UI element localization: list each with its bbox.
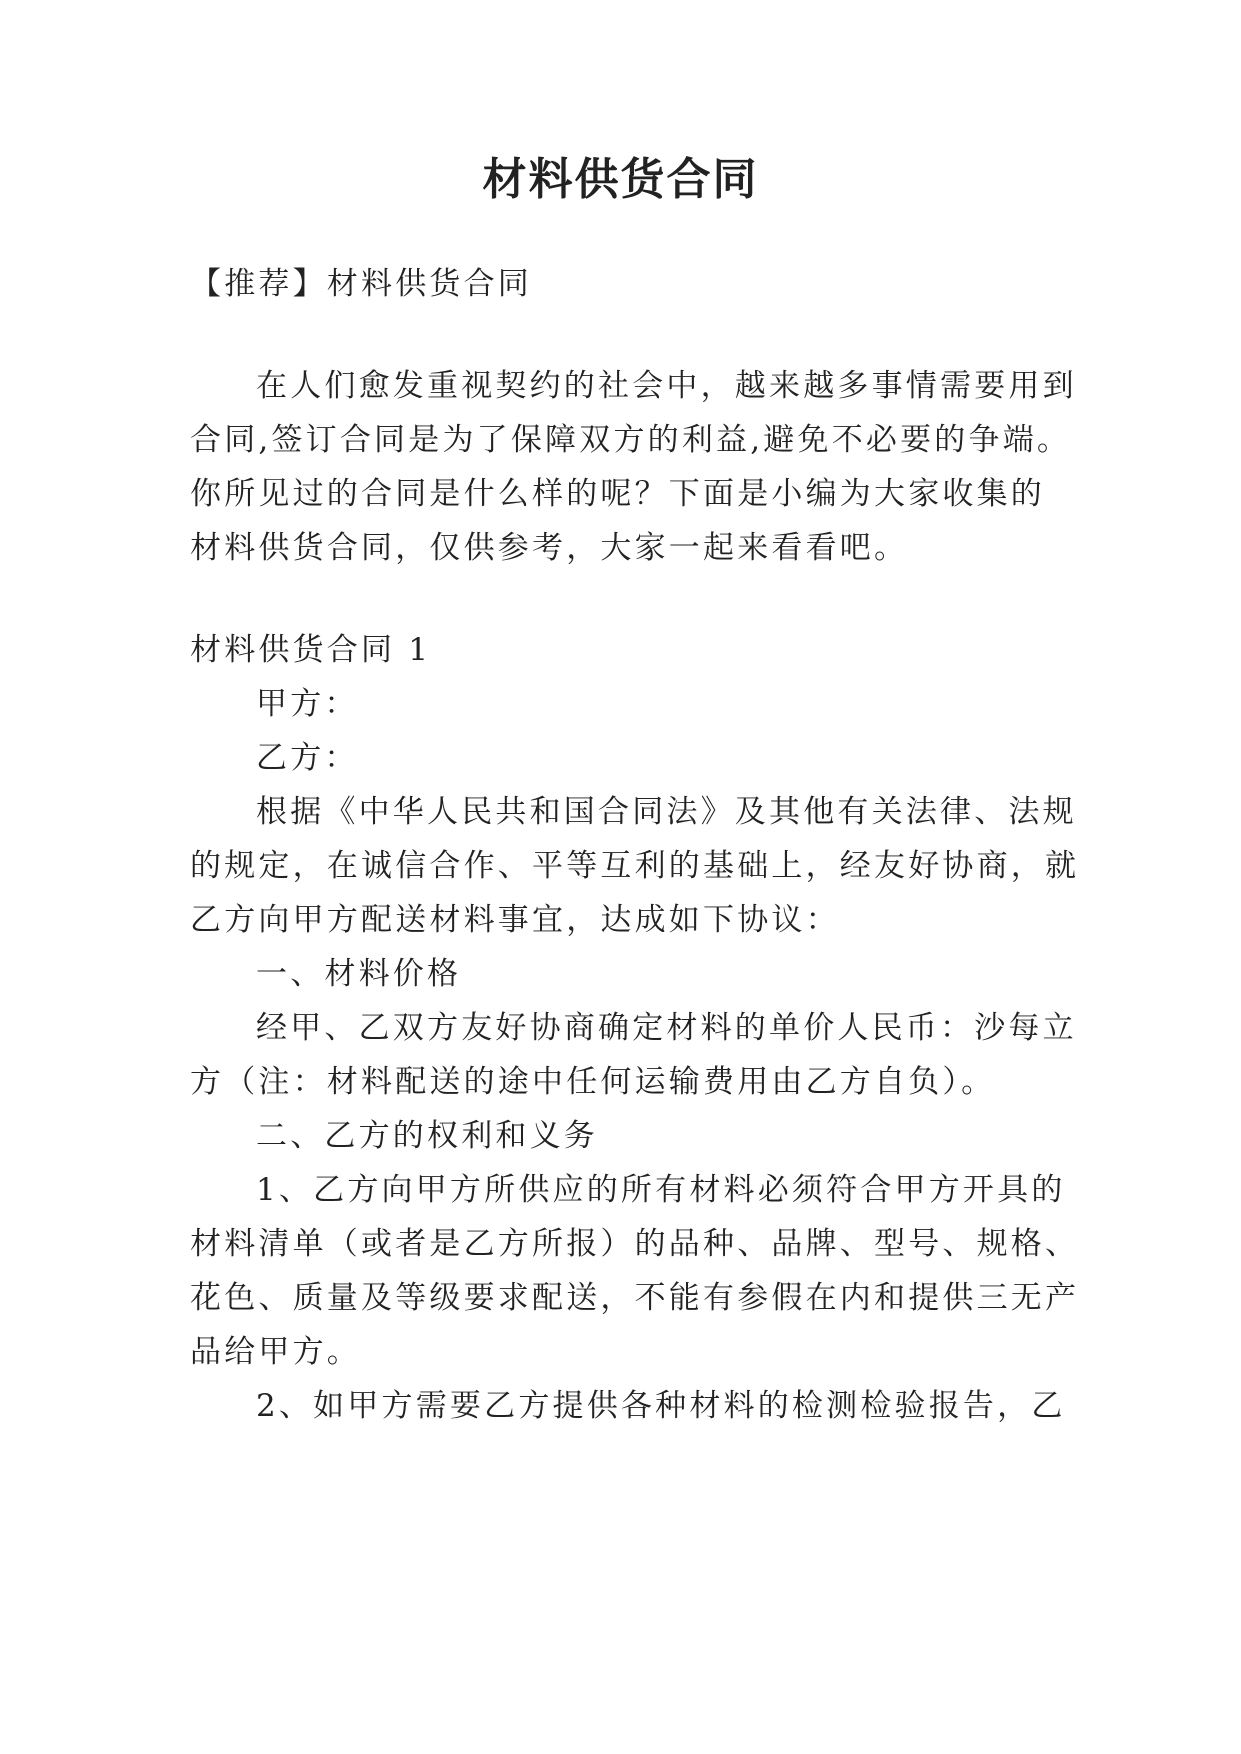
recommend-line: 【推荐】材料供货合同 xyxy=(190,266,532,302)
section1-line-1: 经甲、乙双方友好协商确定材料的单价人民币：沙每立 xyxy=(256,1010,1077,1046)
clause1-line-3: 花色、质量及等级要求配送，不能有参假在内和提供三无产 xyxy=(190,1280,1080,1316)
clause1-line-1: 1、乙方向甲方所供应的所有材料必须符合甲方开具的 xyxy=(256,1172,1066,1208)
intro-line-1: 在人们愈发重视契约的社会中，越来越多事情需要用到 xyxy=(256,368,1077,404)
document-title: 材料供货合同 xyxy=(482,154,759,205)
intro-line-2: 合同,签订合同是为了保障双方的利益,避免不必要的争端。 xyxy=(190,422,1072,458)
clause1-line-2: 材料清单（或者是乙方所报）的品种、品牌、型号、规格、 xyxy=(190,1226,1080,1262)
contract-heading: 材料供货合同 1 xyxy=(190,632,432,668)
intro-line-4: 材料供货合同，仅供参考，大家一起来看看吧。 xyxy=(190,530,909,566)
section1-line-2: 方（注：材料配送的途中任何运输费用由乙方自负）。 xyxy=(190,1064,996,1100)
clause2-line-1: 2、如甲方需要乙方提供各种材料的检测检验报告，乙 xyxy=(256,1388,1066,1424)
preamble-line-3: 乙方向甲方配送材料事宜，达成如下协议： xyxy=(190,902,840,938)
party-a: 甲方： xyxy=(256,686,359,722)
clause1-line-4: 品给甲方。 xyxy=(190,1334,361,1370)
preamble-line-2: 的规定，在诚信合作、平等互利的基础上，经友好协商，就 xyxy=(190,848,1080,884)
section2-heading: 二、乙方的权利和义务 xyxy=(256,1118,598,1154)
party-b: 乙方： xyxy=(256,740,359,776)
section1-heading: 一、材料价格 xyxy=(256,956,462,992)
intro-line-3: 你所见过的合同是什么样的呢？下面是小编为大家收集的 xyxy=(190,476,1045,512)
preamble-line-1: 根据《中华人民共和国合同法》及其他有关法律、法规 xyxy=(256,794,1077,830)
